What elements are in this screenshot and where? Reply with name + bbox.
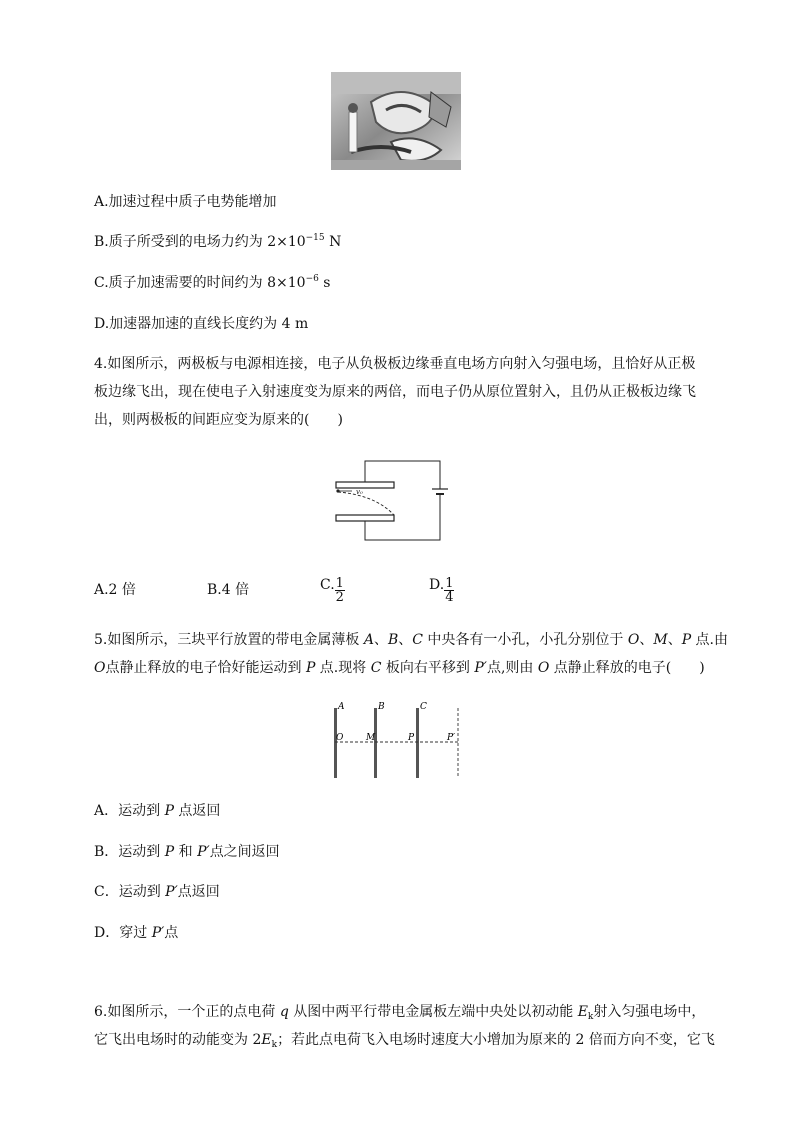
q5-stem-line-1: 5.如图所示，三块平行放置的带电金属薄板 A、B、C 中央各有一小孔，小孔分别位于 O、M、P 点.由 (94, 632, 729, 648)
q3-option-a: A.加速过程中质子电势能增加 (94, 194, 277, 210)
q5-fig-label-p-prime: P′ (447, 733, 456, 743)
q3-option-c: C.质子加速需要的时间约为 $8\times 10^{-6}$ s (94, 274, 331, 291)
q4-capacitor-figure (330, 455, 450, 547)
q4-option-b: B.4 倍 (207, 582, 250, 598)
q4-capacitor-diagram (330, 455, 450, 547)
q4-v0-label: v₀ (356, 488, 363, 496)
q4-option-d-fraction: $\frac{1}{4}$ (445, 576, 454, 605)
q5-fig-label-m: M (366, 733, 376, 743)
q4-option-c: C. $\frac{1}{2}$ (320, 576, 344, 605)
q5-option-a: A．运动到 P 点返回 (94, 803, 221, 819)
q5-fig-label-c: C (420, 702, 427, 712)
q5-plates-figure (325, 700, 465, 782)
q4-option-a: A.2 倍 (94, 582, 136, 598)
q5-fig-label-o: O (336, 733, 344, 743)
q6-stem-line-1: 6.如图所示，一个正的点电荷 q 从图中两平行带电金属板左端中央处以初动能 $E_k$射入匀强电场中， (94, 1004, 706, 1022)
q4-stem-line-1: 4.如图所示，两极板与电源相连接，电子从负极板边缘垂直电场方向射入匀强电场，且恰好从正极 (94, 356, 696, 372)
q3-option-d: D.加速器加速的直线长度约为 4 m (94, 316, 309, 332)
q5-fig-label-p: P (408, 733, 415, 743)
q4-stem-line-3: 出，则两极板的间距应变为原来的( ) (94, 412, 343, 428)
q5-option-b: B．运动到 P 和 P′点之间返回 (94, 844, 280, 860)
q4-option-c-fraction: $\frac{1}{2}$ (335, 576, 344, 605)
q5-option-c: C．运动到 P′点返回 (94, 884, 220, 900)
q5-stem-line-2: O点静止释放的电子恰好能运动到 P 点.现将 C 板向右平移到 P′点,则由 O 点静止释放的电子( ) (94, 660, 705, 676)
q3-option-b: B.质子所受到的电场力约为 $2\times 10^{-15}$ N (94, 233, 342, 250)
q5-plates-diagram (325, 700, 465, 782)
accelerator-photo-graphic (331, 72, 461, 170)
q5-option-d: D．穿过 P′点 (94, 925, 179, 941)
q5-fig-label-a: A (338, 702, 345, 712)
q6-stem-line-2: 它飞出电场时的动能变为 $2E_k$；若此点电荷飞入电场时速度大小增加为原来的 2 倍而方向不变，它飞 (94, 1032, 715, 1050)
q4-option-d: D. $\frac{1}{4}$ (429, 576, 454, 605)
q4-stem-line-2: 板边缘飞出，现在使电子入射速度变为原来的两倍，而电子仍从原位置射入，且仍从正极板边缘飞 (94, 384, 696, 400)
q5-fig-label-b: B (378, 702, 385, 712)
accelerator-photo (331, 72, 461, 170)
